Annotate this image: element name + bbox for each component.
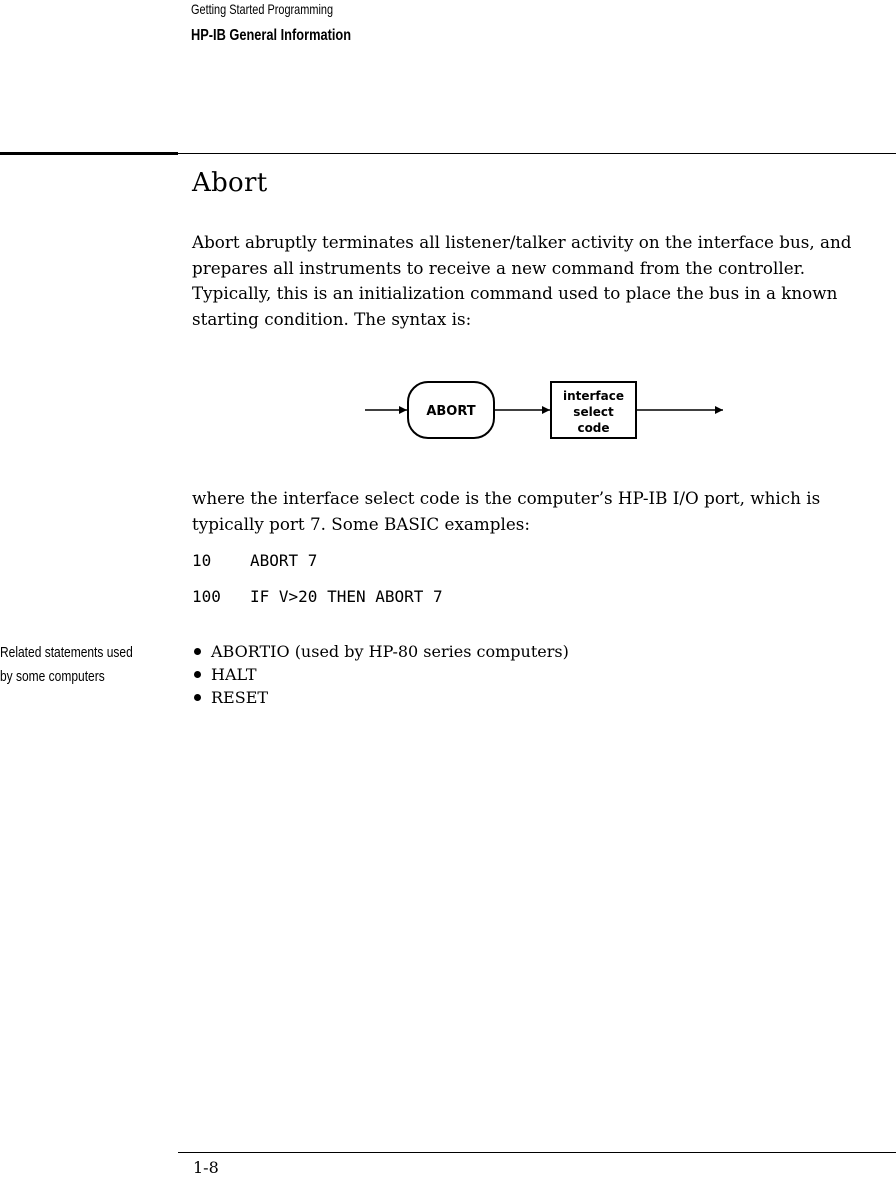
param-label-line3: code [577, 421, 610, 435]
intro-text: Abort abruptly terminates all listener/talker activity on the interface bus, and prepares all instruments to receive a new command from the controller. Typically, this is an initialization command used to place the bus in a known starting condition. The syntax is: [192, 233, 852, 330]
list-item: RESET [193, 686, 569, 709]
section-rule [178, 153, 896, 154]
footer-rule [178, 1152, 896, 1153]
related-statements-label [0, 641, 133, 689]
code-statement: IF V>20 THEN ABORT 7 [250, 587, 443, 606]
code-line-number: 10 [192, 551, 212, 570]
explanation-paragraph [192, 487, 882, 538]
code-line-number: 100 [192, 587, 221, 606]
param-label-line2: select [573, 405, 614, 419]
list-item: HALT [193, 663, 569, 686]
section-rule-thick [0, 152, 178, 155]
margin-note-line2: by some computers [0, 668, 105, 685]
page-number: 1-8 [193, 1158, 219, 1177]
code-statement: ABORT 7 [250, 551, 318, 570]
list-item: ABORTIO (used by HP-80 series computers) [193, 640, 569, 663]
related-statements-list [193, 640, 569, 709]
syntax-diagram [360, 375, 730, 445]
margin-note-line1: Related statements used [0, 644, 133, 661]
abort-keyword-label: ABORT [426, 404, 476, 419]
running-header-section: Getting Started Programming [191, 1, 334, 17]
param-label-line1: interface [562, 389, 625, 403]
intro-paragraph [192, 231, 882, 333]
explanation-text: where the interface select code is the computer’s HP-IB I/O port, which is typically port 7. Some BASIC examples: [192, 489, 821, 535]
section-title: Abort [192, 168, 268, 198]
running-header-chapter: HP-IB General Information [191, 27, 352, 44]
code-example [192, 587, 443, 606]
code-example [192, 551, 317, 570]
